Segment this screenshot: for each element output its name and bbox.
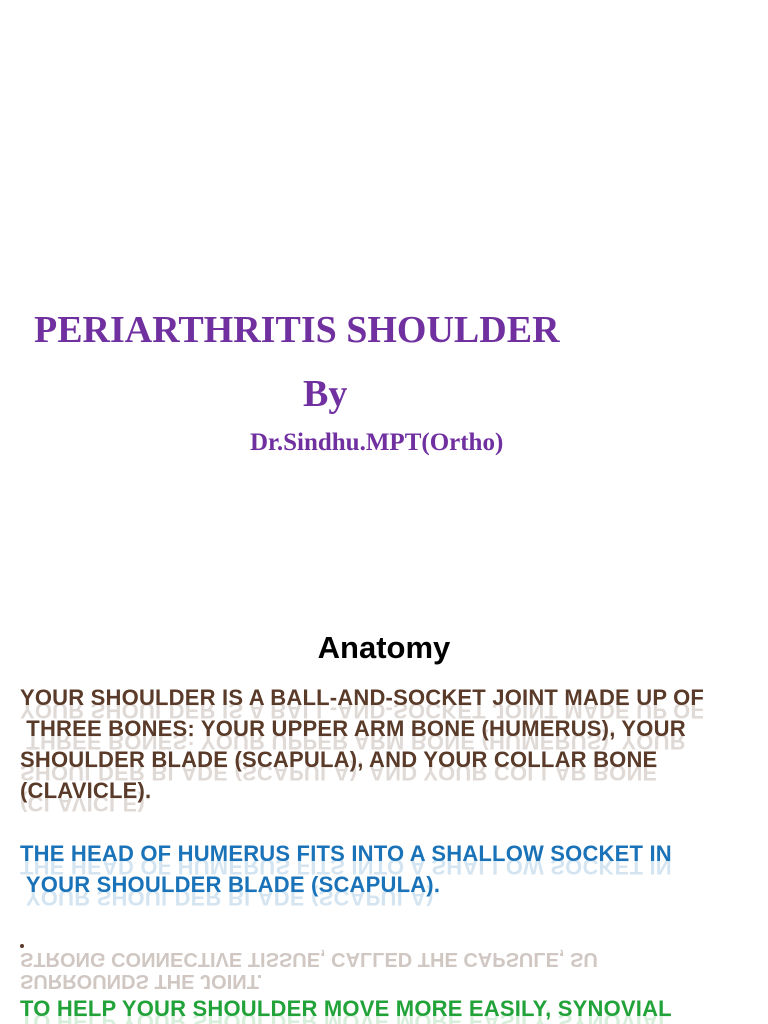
paragraph-bones xyxy=(20,682,760,806)
paragraph-line: TO HELP YOUR SHOULDER MOVE MORE EASILY, SYNOVIAL TO HELP YOUR SHOULDER MOVE MORE EASILY, SYNOVIAL xyxy=(20,993,760,1024)
paragraph-synovial xyxy=(20,993,760,1024)
ghost-line: STRONG CONNECTIVE TISSUE, CALLED THE CAPSULE, SU xyxy=(20,948,598,970)
author-name: Dr.Sindhu.MPT(Ortho) xyxy=(250,429,504,456)
paragraph-humerus xyxy=(20,838,760,900)
paragraph-line: YOUR SHOULDER BLADE (SCAPULA). YOUR SHOULDER BLADE (SCAPULA). xyxy=(20,869,760,900)
paragraph-line: THE HEAD OF HUMERUS FITS INTO A SHALLOW SOCKET IN THE HEAD OF HUMERUS FITS INTO A SHALLOW SOCKET IN xyxy=(20,838,760,869)
by-label: By xyxy=(303,373,348,415)
slide-title: PERIARTHRITIS SHOULDER xyxy=(34,309,560,351)
ghost-line: SURROUNDS THE JOINT. xyxy=(20,970,263,992)
paragraph-line: (CLAVICLE). (CLAVICLE). xyxy=(20,775,760,806)
paragraph-line: SHOULDER BLADE (SCAPULA), AND YOUR COLLAR BONE SHOULDER BLADE (SCAPULA), AND YOUR COLLAR BONE xyxy=(20,744,760,775)
paragraph-line: THREE BONES: YOUR UPPER ARM BONE (HUMERUS), YOUR THREE BONES: YOUR UPPER ARM BONE (HUMERUS), YOUR xyxy=(20,713,760,744)
mirrored-ghost-text xyxy=(20,948,760,992)
anatomy-heading: Anatomy xyxy=(317,630,451,665)
paragraph-line: YOUR SHOULDER IS A BALL-AND-SOCKET JOINT MADE UP OF YOUR SHOULDER IS A BALL-AND-SOCKET JOINT MADE UP OF xyxy=(20,682,760,713)
